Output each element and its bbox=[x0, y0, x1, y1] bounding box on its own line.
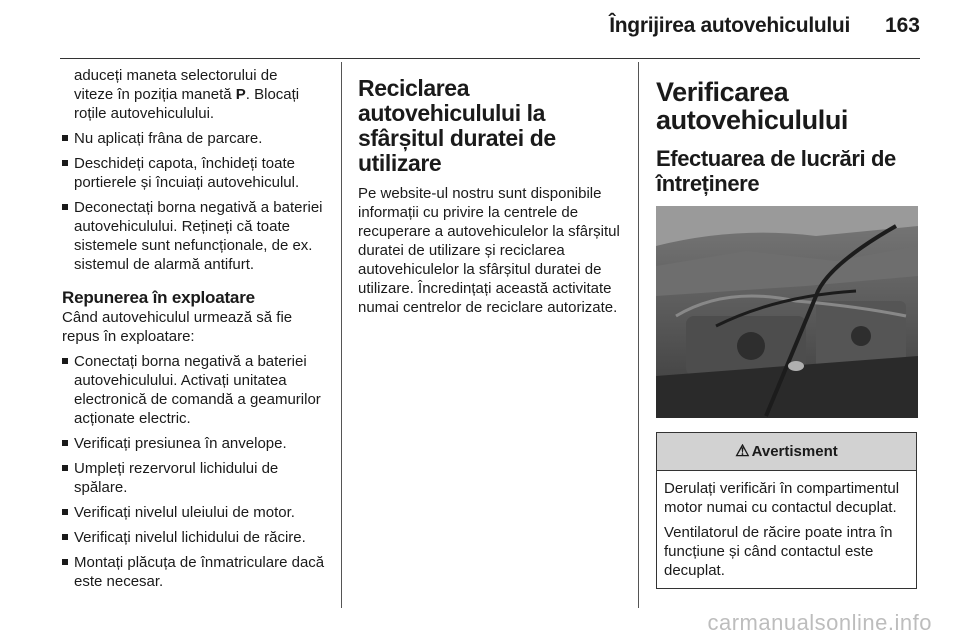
column-divider-1 bbox=[341, 62, 342, 608]
list-item: Deschideți capota, închideți toate portierele și încuiați autovehiculul. bbox=[62, 154, 330, 192]
engine-bay-illustration bbox=[656, 206, 918, 418]
warning-paragraph-1: Derulați verificări în compartimentul motor numai cu contactul decuplat. bbox=[664, 480, 900, 516]
column-divider-2 bbox=[638, 62, 639, 608]
list-item: Verificați presiunea în anvelope. bbox=[62, 434, 330, 453]
intro-line-3: roțile autovehiculului. bbox=[74, 105, 215, 122]
header-title: Îngrijirea autovehiculului bbox=[609, 14, 850, 37]
column-3 bbox=[656, 66, 918, 589]
list-item: Umpleți rezervorul lichidului de spălare. bbox=[62, 459, 330, 497]
engine-bay-photo bbox=[656, 206, 918, 418]
intro-line-2-end: . Blocați bbox=[245, 86, 300, 103]
column-1 bbox=[62, 66, 330, 591]
warning-box bbox=[656, 432, 917, 589]
watermark: carmanualsonline.info bbox=[707, 610, 932, 635]
recycling-paragraph: Pe website-ul nostru sunt disponibile informații cu privire la centrele de recuperare a autovehiculelor la sfârșitul duratei de utilizare și reciclarea autovehiculelor la sfârșitul duratei de utilizare. Încredințați această activitate numai centrelor de reciclare autorizate. bbox=[358, 185, 620, 316]
warning-triangle-icon: ⚠ bbox=[735, 443, 750, 460]
gear-position-p: P bbox=[235, 86, 246, 103]
section-heading-vehicle-check: Verificarea autovehiculului bbox=[656, 77, 849, 135]
header-rule bbox=[60, 58, 920, 59]
recommissioning-paragraph: Când autovehiculul urmează să fie repus în exploatare: bbox=[62, 309, 293, 345]
warning-paragraph-2: Ventilatorul de răcire poate intra în funcțiune și când contactul este decuplat. bbox=[664, 524, 893, 579]
section-heading-recycling: Reciclarea autovehiculului la sfârșitul duratei de utilizare bbox=[358, 75, 556, 176]
list-item: Deconectați borna negativă a bateriei autovehiculului. Rețineți că toate sistemele sunt nefuncționale, de ex. sistemul de alarmă antifurt. bbox=[62, 198, 330, 274]
list-item: Montați plăcuța de înmatriculare dacă este necesar. bbox=[62, 553, 330, 591]
warning-header bbox=[657, 433, 916, 471]
warning-title: Avertisment bbox=[751, 443, 838, 460]
intro-paragraph bbox=[62, 66, 330, 123]
subsection-heading-maintenance: Efectuarea de lucrări de întreținere bbox=[656, 146, 896, 196]
column-2 bbox=[358, 66, 626, 317]
recommissioning-steps-list bbox=[62, 352, 330, 591]
storage-steps-list bbox=[62, 129, 330, 274]
list-item: Verificați nivelul lichidului de răcire. bbox=[62, 528, 330, 547]
intro-line-2: viteze în poziția manetă bbox=[74, 86, 236, 103]
page-number: 163 bbox=[884, 14, 920, 37]
list-item: Verificați nivelul uleiului de motor. bbox=[62, 503, 330, 522]
list-item: Conectați borna negativă a bateriei autovehiculului. Activați unitatea electronică de comandă a geamurilor acționate electric. bbox=[62, 352, 330, 428]
list-item: Nu aplicați frâna de parcare. bbox=[62, 129, 330, 148]
intro-line-1: aduceți maneta selectorului de bbox=[74, 67, 278, 84]
section-heading-recommissioning: Repunerea în exploatare bbox=[62, 288, 255, 307]
warning-body bbox=[657, 471, 916, 588]
